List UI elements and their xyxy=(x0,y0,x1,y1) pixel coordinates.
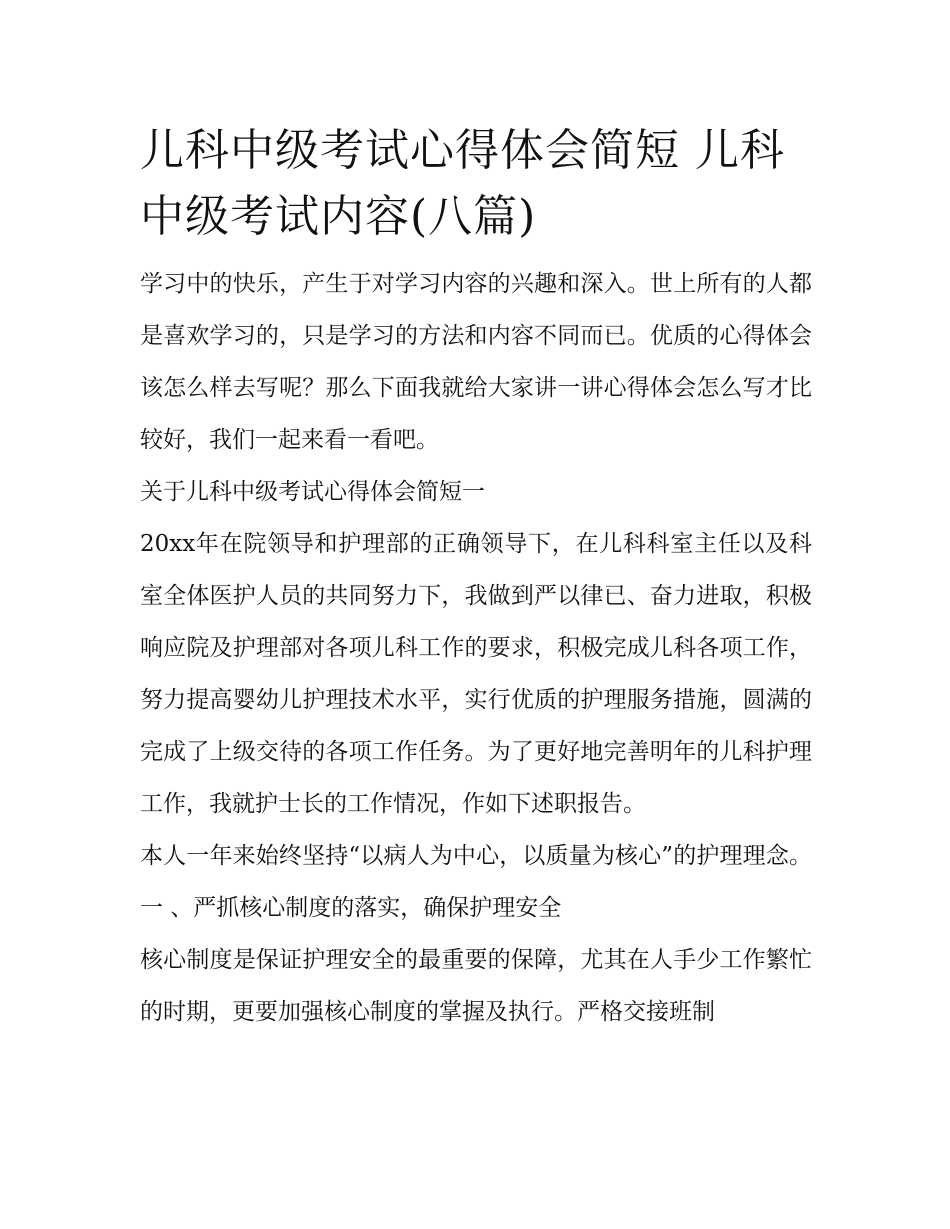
body-paragraph: 本人一年来始终坚持“以病人为中心，以质量为核心”的护理理念。 一 、严抓核心制度的落实，确保护理安全 xyxy=(140,843,812,921)
document-page xyxy=(140,118,812,1038)
section-heading: 关于儿科中级考试心得体会简短一 xyxy=(140,479,485,505)
body-paragraph: 核心制度是保证护理安全的最重要的保障，尤其在人手少工作繁忙的时期，更要加强核心制度的掌握及执行。严格交接班制 xyxy=(140,947,812,1025)
document-title: 儿科中级考试心得体会简短 儿科中级考试内容(八篇) xyxy=(140,125,785,242)
body-paragraph: 20xx年在院领导和护理部的正确领导下，在儿科科室主任以及科室全体医护人员的共同努力下，我做到严以律已、奋力进取，积极响应院及护理部对各项儿科工作的要求，积极完成儿科各项工作，努力提高婴幼儿护理技术水平，实行优质的护理服务措施，圆满的完成了上级交待的各项工作任务。为了更好地完善明年的儿科护理工作，我就护士长的工作情况，作如下述职报告。 xyxy=(140,531,812,817)
intro-paragraph: 学习中的快乐，产生于对学习内容的兴趣和深入。世上所有的人都是喜欢学习的，只是学习的方法和内容不同而已。优质的心得体会该怎么样去写呢？那么下面我就给大家讲一讲心得体会怎么写才比较好，我们一起来看一看吧。 xyxy=(140,271,812,453)
